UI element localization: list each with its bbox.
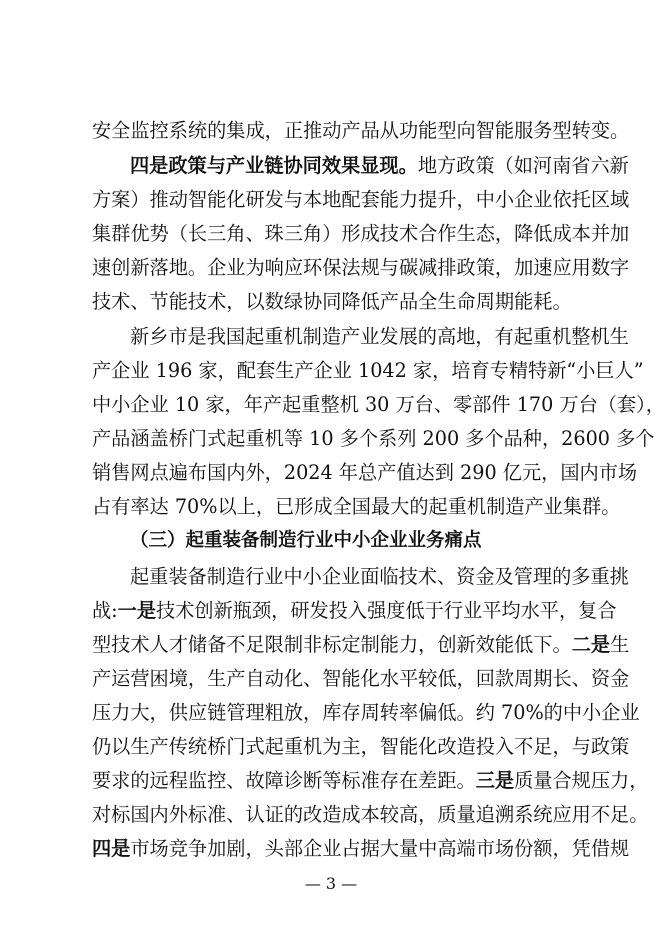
paragraph-line <box>92 630 630 660</box>
paragraph-text: 安全监控系统的集成，正推动产品从功能型向智能服务型转变。 <box>92 119 630 142</box>
paragraph-line <box>92 732 630 762</box>
paragraph-line <box>130 151 629 181</box>
paragraph-line <box>92 253 630 283</box>
paragraph-line <box>92 596 617 626</box>
paragraph-text: 要求的远程监控、故障诊断等标准存在差距。 <box>92 769 476 792</box>
paragraph-line <box>130 562 629 592</box>
bold-lead-text: 四是政策与产业链协同效果显现。 <box>130 154 418 177</box>
paragraph-line <box>92 287 578 317</box>
paragraph-text: 占有率达 70%以上，已形成全国最大的起重机制造产业集群。 <box>92 495 621 518</box>
paragraph-text: 地方政策（如河南省六新 <box>417 154 629 177</box>
paragraph-text: 销售网点遍布国内外，2024 年总产值达到 290 亿元，国内市场 <box>92 461 638 484</box>
paragraph-line <box>92 834 630 864</box>
paragraph-line <box>92 356 644 386</box>
paragraph-line <box>92 390 665 420</box>
paragraph-text: 市场竞争加剧，头部企业占据大量中高端市场份额，凭借规 <box>130 837 630 860</box>
paragraph-text: 方案）推动智能化研发与本地配套能力提升，中小企业依托区域 <box>92 188 630 211</box>
paragraph-line <box>92 492 621 522</box>
paragraph-line <box>92 800 649 830</box>
bold-lead-text: 三是 <box>475 769 515 792</box>
paragraph-line <box>92 766 649 796</box>
paragraph-text: 技术创新瓶颈，研发投入强度低于行业平均水平，复合 <box>156 599 617 622</box>
paragraph-text: 产运营困境，生产自动化、智能化水平较低，回款周期长、资金 <box>92 667 630 690</box>
paragraph-line <box>92 458 638 488</box>
paragraph-text: 对标国内外标准、认证的改造成本较高，质量追溯系统应用不足。 <box>92 803 649 826</box>
paragraph-line <box>130 322 629 352</box>
paragraph-text: 中小企业 10 家，年产起重整机 30 万台、零部件 170 万台（套）， <box>92 393 665 416</box>
paragraph-line <box>92 424 655 454</box>
paragraph-line <box>92 698 640 728</box>
bold-lead-text: 二是 <box>571 633 611 656</box>
paragraph-text: 仍以生产传统桥门式起重机为主，智能化改造投入不足，与政策 <box>92 735 630 758</box>
bold-lead-text: 一是 <box>117 599 157 622</box>
paragraph-line <box>92 219 630 249</box>
paragraph-text: 产企业 196 家，配套生产企业 1042 家，培育专精特新“小巨人” <box>92 359 644 382</box>
paragraph-text: 压力大，供应链管理粗放，库存周转率偏低。约 70%的中小企业 <box>92 701 640 724</box>
paragraph-line <box>92 116 630 146</box>
paragraph-text: 战: <box>92 599 118 622</box>
paragraph-text: 集群优势（长三角、珠三角）形成技术合作生态，降低成本并加 <box>92 222 630 245</box>
paragraph-text: 起重装备制造行业中小企业面临技术、资金及管理的多重挑 <box>130 565 629 588</box>
paragraph-text: 技术、节能技术，以数绿协同降低产品全生命周期能耗。 <box>92 290 572 313</box>
paragraph-text: 新乡市是我国起重机制造产业发展的高地，有起重机整机生 <box>130 325 629 348</box>
paragraph-text: 生 <box>610 633 630 656</box>
page-number: — 3 — <box>304 874 358 893</box>
paragraph-text: 型技术人才储备不足限制非标定制能力，创新效能低下。 <box>92 633 572 656</box>
paragraph-text: 产品涵盖桥门式起重机等 10 多个系列 200 多个品种，2600 多个 <box>92 427 655 450</box>
bold-lead-text: 四是 <box>92 837 131 860</box>
section-heading: （三）起重装备制造行业中小企业业务痛点 <box>130 530 482 551</box>
paragraph-line <box>92 185 630 215</box>
paragraph-text: 速创新落地。企业为响应环保法规与碳减排政策，加速应用数字 <box>92 256 630 279</box>
paragraph-line <box>92 664 630 694</box>
paragraph-text: 质量合规压力， <box>514 769 649 792</box>
